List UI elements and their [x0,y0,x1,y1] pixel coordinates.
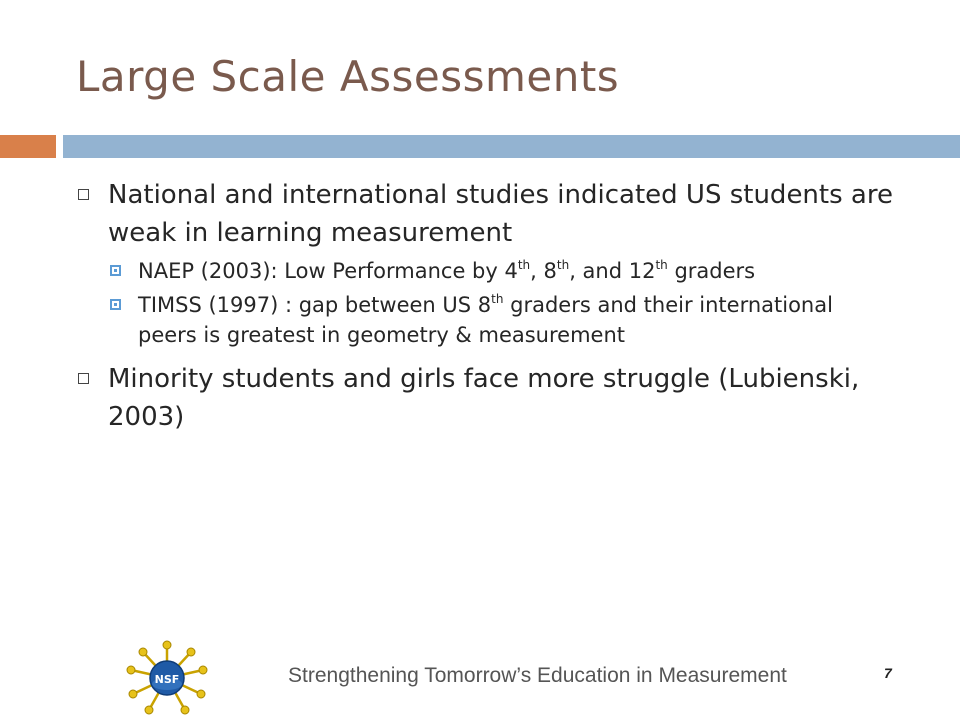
nsf-logo-icon [125,640,209,716]
nsf-logo-text: NSF [154,673,180,686]
sub-bullet-icon [110,265,121,276]
sub-bullet-text-part: , and 12 [569,259,656,283]
page-number: 7 [884,665,892,681]
sub-bullet-item [108,256,894,286]
bullet-item [74,360,894,436]
bullet-item [74,176,894,252]
accent-bar-blue [63,135,960,158]
sub-bullet-text-part: TIMSS (1997) : gap between US 8 [138,293,492,317]
bullet-text: National and international studies indicated US students are weak in learning measurement [108,180,893,248]
sub-bullet-text-part: graders and their international peers is greatest in geometry & measurement [138,293,833,347]
slide-title: Large Scale Assessments [76,52,620,101]
footer-text: Strengthening Tomorrow’s Education in Measurement [288,664,787,687]
superscript: th [491,292,504,306]
square-bullet-icon [78,373,89,384]
sub-bullet-text-part: NAEP (2003): Low Performance by 4 [138,259,518,283]
superscript: th [517,258,531,272]
sub-bullet-icon [110,299,121,310]
superscript: th [556,258,570,272]
sub-bullet-list [74,256,894,350]
superscript: th [655,258,668,272]
accent-bar-orange [0,135,56,158]
sub-bullet-item [108,290,894,350]
sub-bullet-text-part: , 8 [530,259,557,283]
bullet-text: Minority students and girls face more struggle (Lubienski, 2003) [108,364,860,432]
square-bullet-icon [78,189,89,200]
bullet-list [74,176,894,436]
sub-bullet-text-part: graders [667,259,756,283]
